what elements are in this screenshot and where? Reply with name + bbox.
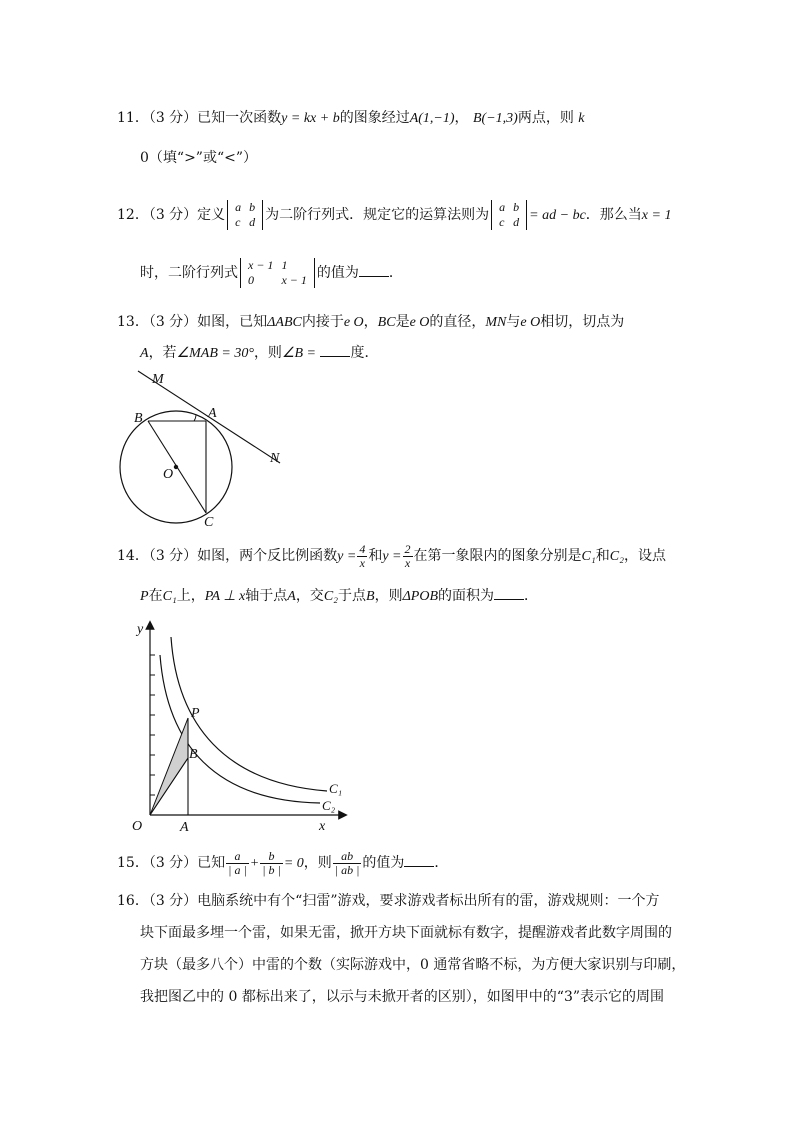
q13-t1: 内接于: [301, 314, 344, 330]
q14-l2-tri: ΔPOB: [402, 589, 439, 604]
q15-frac2: [260, 850, 283, 877]
q16-line3: 方块（最多八个）中雷的个数（实际游戏中，0 通常省略不标，为方便大家识别与印刷，: [140, 957, 686, 973]
q14-y-ticks: [150, 655, 155, 795]
q13-circ1: e O: [343, 315, 364, 330]
q15-frac3-num: ab: [333, 850, 362, 864]
q13-end: 度．: [350, 345, 379, 361]
q13-line2-t2: ，则: [253, 345, 282, 361]
q14-l2-c1: C₁: [162, 589, 177, 604]
q11-head: 11．（3 分）已知一次函数: [117, 110, 282, 126]
q14-line2: [140, 585, 538, 607]
q14-y1: y =: [337, 549, 357, 564]
q12-det2-a: x − 1: [248, 258, 274, 272]
q14-y2: y =: [382, 549, 402, 564]
q15-answer-blank: [404, 852, 434, 867]
q11-sep: ，: [454, 110, 469, 126]
q14-p: P: [140, 589, 149, 604]
q13-figure: [110, 365, 300, 535]
q14-mid: 在第一象限内的图象分别是: [413, 548, 582, 564]
q16-line2: 块下面最多埋一个雷，如果无雷，掀开方块下面就标有数字，提醒游戏者此数字周围的: [140, 925, 672, 941]
q13-t6: 相切，切点为: [540, 314, 625, 330]
q13-tri: ΔABC: [267, 315, 302, 330]
q13-mn: MN: [485, 315, 507, 330]
q12-line2: [140, 255, 403, 291]
q13-label-b: B: [134, 411, 143, 426]
q12-det-rule-b: b: [513, 200, 520, 214]
q15-mid: ，则: [303, 855, 332, 871]
q15-frac2-num: b: [260, 850, 283, 864]
q14-frac1: [357, 543, 367, 570]
q13-center-dot: [174, 465, 178, 469]
q15-frac1-den: | a |: [228, 862, 247, 877]
q14-label-a: A: [180, 820, 189, 835]
q13-line2-t1: ，若: [148, 345, 177, 361]
q16-line4: 我把图乙中的 0 都标出来了，以示与未掀开者的区别），如图甲中的“3”表示它的周围: [140, 989, 665, 1005]
q13-label-a: A: [208, 406, 217, 421]
q13-angle-arc: [194, 415, 196, 421]
q15-line: [117, 848, 448, 879]
q14-frac1-num: 4: [359, 541, 366, 556]
q15-frac3: [333, 850, 362, 877]
q13-circ3: e O: [520, 315, 541, 330]
q15-eq: = 0: [283, 856, 304, 871]
q14-label-c1: C₁: [329, 781, 343, 796]
q15-end: ．: [434, 855, 449, 871]
q14-frac1-den: x: [359, 555, 365, 570]
q13-label-o: O: [163, 467, 174, 482]
q13-circ2: e O: [409, 315, 430, 330]
q14-l2-c2: C₂: [323, 589, 339, 604]
q14-l2-end: ．: [524, 588, 539, 604]
q12-det-rule-a: a: [499, 200, 506, 214]
q13-line1-text: 13．（3 分）如图，已知: [117, 314, 268, 330]
q14-label-b: B: [189, 747, 198, 762]
q12-det1-d: d: [249, 215, 256, 229]
q11-line2: 0（填“>”或“<”）: [140, 150, 257, 166]
q14-label-o: O: [132, 819, 143, 834]
q14-answer-blank: [494, 585, 524, 600]
q14-label-x: x: [319, 819, 326, 834]
q15-frac2-den: | b |: [262, 862, 281, 877]
q13-angle: ∠MAB = 30°: [176, 346, 254, 361]
q12-line2-tail: 的值为: [316, 265, 359, 281]
q14-frac2: [403, 543, 413, 570]
q14-and2: 和: [595, 548, 610, 564]
q13-answer-blank: [320, 342, 350, 357]
q12-det1-b: b: [249, 200, 256, 214]
q14-and: 和: [368, 548, 383, 564]
q11-tail: 两点，则: [517, 110, 574, 126]
q14-label-p: P: [191, 706, 200, 721]
q13-t2: ，: [363, 314, 378, 330]
q12-det1-c: c: [235, 215, 241, 229]
q13-t4: 的直径，: [429, 314, 486, 330]
q13-t5: 与: [506, 314, 521, 330]
q12-det1-a: a: [235, 200, 242, 214]
q14-tail: ，设点: [623, 548, 666, 564]
q12-det-rule: [491, 200, 527, 230]
q12-line1: [117, 197, 671, 234]
q14-c2: C₂: [609, 549, 624, 564]
q13-angle-b: ∠B =: [281, 346, 316, 361]
q12-det-rule-c: c: [499, 215, 505, 229]
q13-label-c: C: [204, 515, 214, 530]
q11-point-a: A(1,−1): [409, 111, 455, 126]
q12-answer-blank: [359, 262, 389, 277]
q11-k: k: [578, 111, 585, 126]
q16-line1: 16．（3 分）电脑系统中有个“扫雷”游戏，要求游戏者标出所有的雷，游戏规则：一个方: [117, 893, 660, 909]
q14-l2-t6: ，则: [374, 588, 403, 604]
q13-t3: 是: [395, 314, 410, 330]
q12-det2-b: 1: [281, 258, 288, 272]
q15-frac1-num: a: [226, 850, 249, 864]
q12-end: ．: [388, 265, 403, 281]
q11-line1: [117, 108, 585, 129]
q14-l2-a: A: [287, 589, 296, 604]
q13-bc: BC: [377, 315, 396, 330]
q12-det1: [227, 200, 263, 230]
q14-l2-b: B: [366, 589, 375, 604]
q14-l2-t1: 在: [148, 588, 163, 604]
q14-label-y: y: [137, 622, 144, 637]
q12-mid1: 为二阶行列式．规定它的运算法则为: [265, 207, 490, 223]
q11-func: y = kx + b: [281, 111, 340, 126]
q12-cond: x = 1: [641, 208, 672, 223]
q15-frac3-den: | ab |: [334, 862, 360, 877]
q14-l2-t3: 轴于点: [245, 588, 288, 604]
q15-plus: +: [249, 856, 260, 871]
q14-frac2-den: x: [404, 555, 411, 570]
q14-head: 14．（3 分）如图，两个反比例函数: [117, 548, 338, 564]
q14-l2-t5: 于点: [338, 588, 367, 604]
q12-line2-head: 时，二阶行列式: [140, 265, 238, 281]
q13-line1: [117, 312, 624, 333]
q12-det2: [240, 258, 315, 288]
q11-mid: 的图象经过: [339, 110, 410, 126]
q12-det2-c: 0: [248, 273, 254, 287]
q12-mid2: ．那么当: [585, 207, 642, 223]
q14-label-c2: C₂: [322, 798, 336, 813]
q13-label-n: N: [270, 451, 280, 466]
q14-figure: [115, 615, 355, 840]
q12-det-rule-d: d: [513, 215, 520, 229]
q14-l2-t2: 上，: [176, 588, 205, 604]
q13-line2: [140, 342, 378, 364]
q14-pa: PA ⊥ x: [204, 589, 246, 604]
q14-line1: [117, 542, 666, 571]
q13-label-m: M: [152, 372, 164, 387]
q13-a: A: [140, 346, 149, 361]
q12-det2-d: x − 1: [281, 273, 307, 287]
q14-frac2-num: 2: [404, 541, 411, 556]
q15-tail: 的值为: [362, 855, 405, 871]
q15-frac1: [226, 850, 249, 877]
q14-l2-t7: 的面积为: [438, 588, 495, 604]
q12-rule: = ad − bc: [529, 208, 586, 223]
q14-l2-t4: ，交: [295, 588, 324, 604]
q14-c1: C₁: [581, 549, 596, 564]
q11-point-b: B(−1,3): [473, 111, 518, 126]
q12-head: 12．（3 分）定义: [117, 207, 226, 223]
q15-head: 15．（3 分）已知: [117, 855, 226, 871]
